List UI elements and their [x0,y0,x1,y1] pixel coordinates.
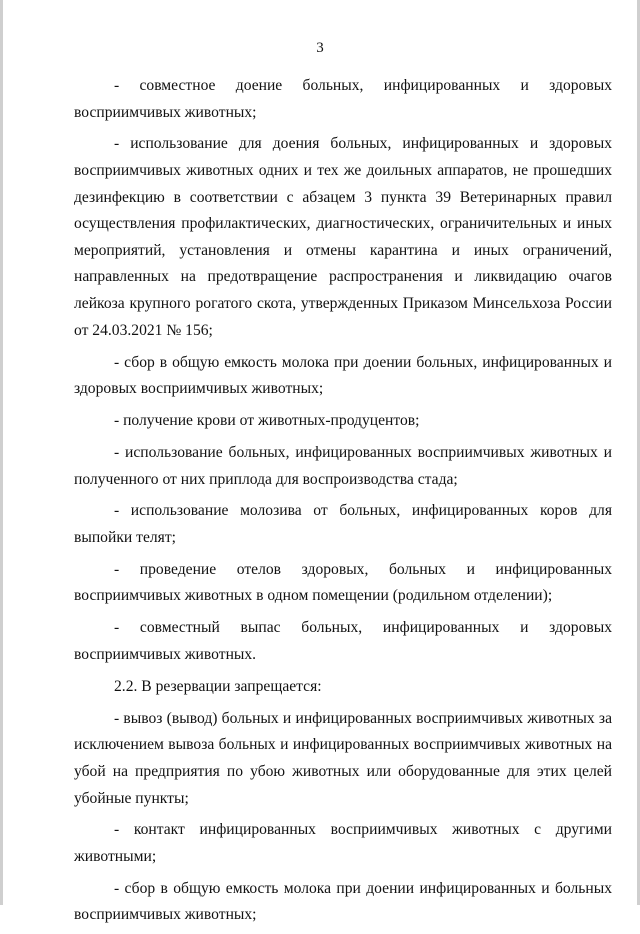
list-item-milk-collection: - сбор в общую емкость молока при доении больных, инфицированных и здоровых восприимчивых животных; [74,353,612,398]
list-item-blood-collection: - получение крови от животных-продуцентов; [114,412,420,430]
list-item-contact: - контакт инфицированных восприимчивых животных с другими животными; [74,821,612,865]
list-item-milking-machines: - использование для доения больных, инфицированных и здоровых восприимчивых животных одних и тех же доильных аппаратов, не прошедших дезинфекцию в соответствии с абзацем 3 пункта 39 Ветеринарных правил осуществления профилактических, диагностических, ограничительных и иных мероприятий, установления и отмены карантина и иных ограничений, направленных на предотвращение распространения и ликвидацию очагов лейкоза крупного рогатого скота, утвержденных Приказом Минсельхоза России от 24.03.2021 № 156; [74,135,612,339]
list-item-herd-reproduction: - использование больных, инфицированных восприимчивых животных и полученного от них приплода для воспроизводства стада; [74,443,612,488]
section-heading-2-2: 2.2. В резервации запрещается: [114,677,322,695]
list-item-joint-milking: - совместное доение больных, инфицированных и здоровых восприимчивых животных; [74,77,612,121]
list-item-milk-collection-reservation: - сбор в общую емкость молока при доении инфицированных и больных восприимчивых животных; [74,879,612,924]
scan-edge-left [0,0,3,905]
document-body [74,73,612,934]
list-item-export: - вывоз (вывод) больных и инфицированных восприимчивых животных за исключением вывоза больных и инфицированных восприимчивых животных на убой на предприятия по убою животных или оборудованные для этих целей убойные пункты; [74,709,612,807]
page-number: 3 [316,40,324,56]
list-item-calving: - проведение отелов здоровых, больных и инфицированных восприимчивых животных в одном помещении (родильном отделении); [74,560,612,605]
list-item-colostrum: - использование молозива от больных, инфицированных коров для выпойки телят; [74,502,612,546]
list-item-joint-grazing: - совместный выпас больных, инфицированных и здоровых восприимчивых животных. [74,619,612,663]
